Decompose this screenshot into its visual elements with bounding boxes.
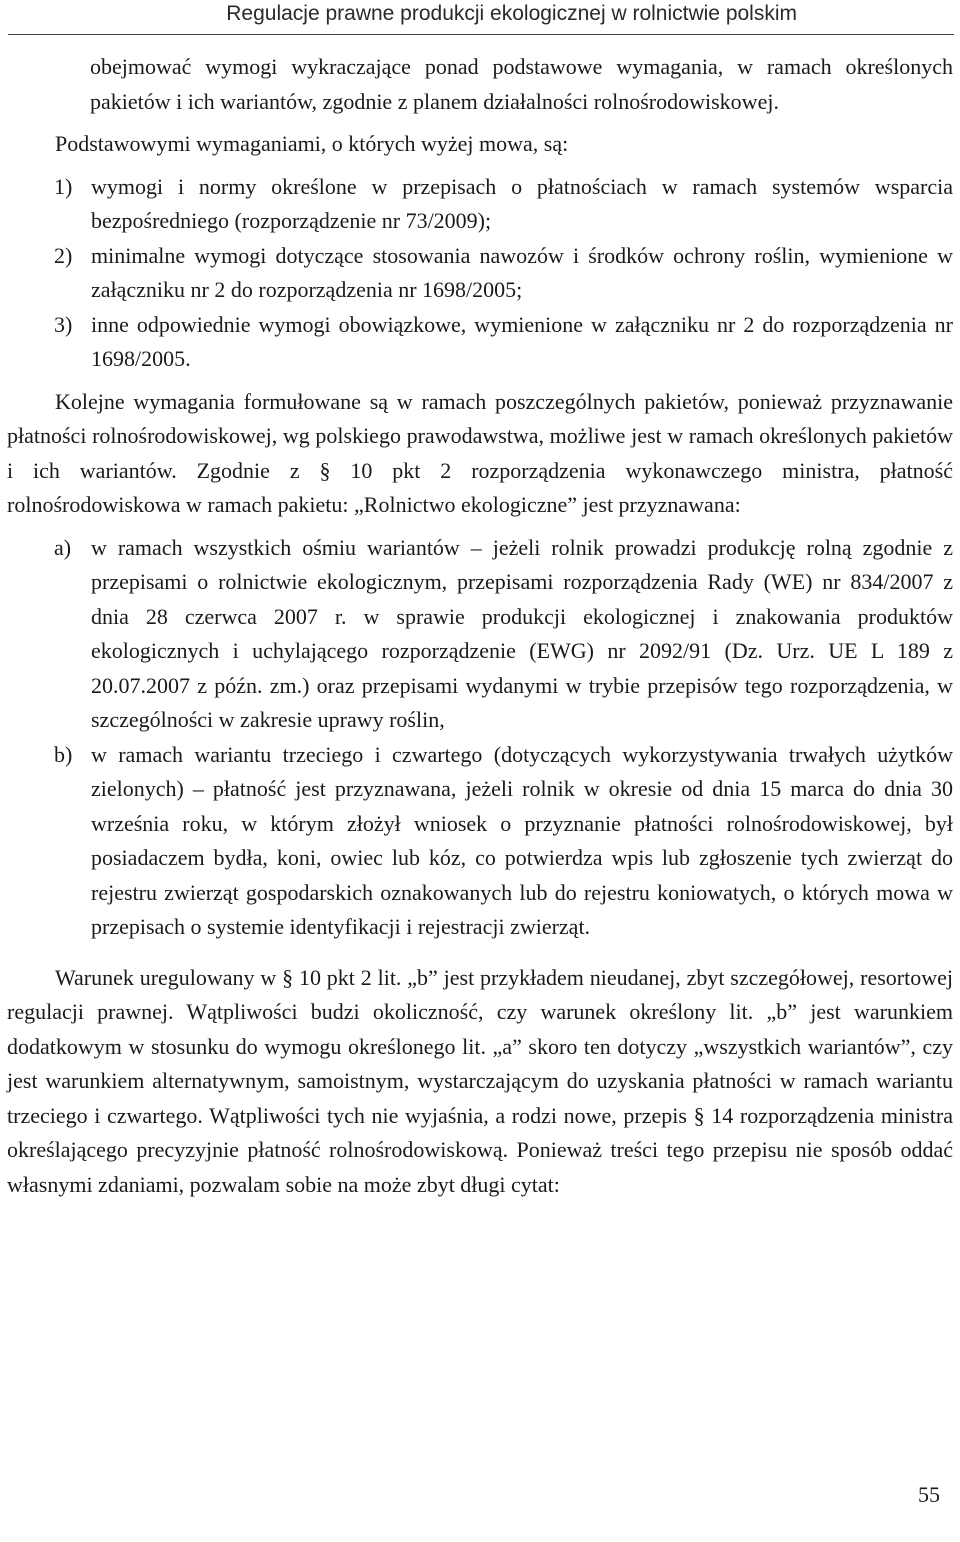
list-marker: 1) [54,173,73,199]
page-number: 55 [918,1482,940,1507]
list-item [7,170,953,239]
body-text [7,50,953,1202]
paragraph-warunek: Warunek uregulowany w § 10 pkt 2 lit. „b” jest przykładem nieudanej, zbyt szczegółowej, resortowej regulacji prawnej. Wątpliwości budzi okoliczność, czy warunek określony lit. „b” jest warunkiem dodatkowym w stosunku do wymogu określonego lit. „a” skoro ten dotyczy „wszystkich wariantów”, czy jest warunkiem alternatywnym, samoistnym, wystarczającym do uzyskania płatności w ramach wariantu trzeciego i czwartego. Wątpliwości tych nie wyjaśnia, a rodzi nowe, przepis § 14 rozporządzenia ministra określającego precyzyjnie płatność rolnośrodowiskową. Ponieważ treści tego przepisu nie sposób oddać własnymi zdaniami, pozwalam sobie na może zbyt długi cytat: [7,964,953,1197]
lettered-list [7,531,953,945]
numbered-list [7,170,953,377]
list-item [7,308,953,377]
paragraph-kolejne: Kolejne wymagania formułowane są w ramach poszczególnych pakietów, ponieważ przyznawanie płatności rolnośrodowiskowej, wg polskiego prawodawstwa, możliwe jest w ramach określonych pakietów i ich wariantów. Zgodnie z § 10 pkt 2 rozporządzenia wykonawczego ministra, płatność rolnośrodowiskowa w ramach pakietu: „Rolnictwo ekologiczne” jest przyznawana: [7,388,953,517]
list-item-text: w ramach wariantu trzeciego i czwartego (dotyczących wykorzystywania trwałych użytków zielonych) – płatność jest przyznawana, jeżeli rolnik w okresie od dnia 15 marca do dnia 30 września roku, w którym złożył wniosek o przyznanie płatności rolnośrodowiskowej, był posiadaczem bydła, koni, owiec lub kóz, co potwierdza wpis lub zgłoszenie tych zwierząt do rejestru zwierząt gospodarskich oznakowanych lub do rejestru koniowatych, o których mowa w przepisach o systemie identyfikacji i rejestracji zwierząt. [91,741,953,939]
list-item [7,738,953,945]
running-header: Regulacje prawne produkcji ekologicznej w rolnictwie polskim [226,2,797,25]
list-marker: 3) [54,311,73,337]
list-marker: a) [54,534,72,560]
list-marker: b) [54,741,73,767]
paragraph-intro: Podstawowymi wymaganiami, o których wyżej mowa, są: [55,131,569,156]
list-item-text: wymogi i normy określone w przepisach o płatnościach w ramach systemów wsparcia bezpośredniego (rozporządzenie nr 73/2009); [91,173,953,233]
list-item-text: w ramach wszystkich ośmiu wariantów – jeżeli rolnik prowadzi produkcję rolną zgodnie z przepisami o rolnictwie ekologicznym, przepisami rozporządzenia Rady (WE) nr 834/2007 z dnia 28 czerwca 2007 r. w sprawie produkcji ekologicznej i znakowania produktów ekologicznych i uchylającego rozporządzenie (EWG) nr 2092/91 (Dz. Urz. UE L 189 z 20.07.2007 z późn. zm.) oraz przepisami wydanymi w trybie przepisów tego rozporządzenia, w szczególności w zakresie uprawy roślin, [91,534,953,732]
list-item-text: inne odpowiednie wymogi obowiązkowe, wymienione w załączniku nr 2 do rozporządzenia nr 1698/2005. [91,311,953,371]
list-item [7,239,953,308]
paragraph-continuation: obejmować wymogi wykraczające ponad podstawowe wymagania, w ramach określonych pakietów i ich wariantów, zgodnie z planem działalności rolnośrodowiskowej. [90,54,953,114]
list-item [7,531,953,738]
header-rule [8,34,954,35]
list-marker: 2) [54,242,73,268]
list-item-text: minimalne wymogi dotyczące stosowania nawozów i środków ochrony roślin, wymienione w załączniku nr 2 do rozporządzenia nr 1698/2005; [91,242,953,302]
